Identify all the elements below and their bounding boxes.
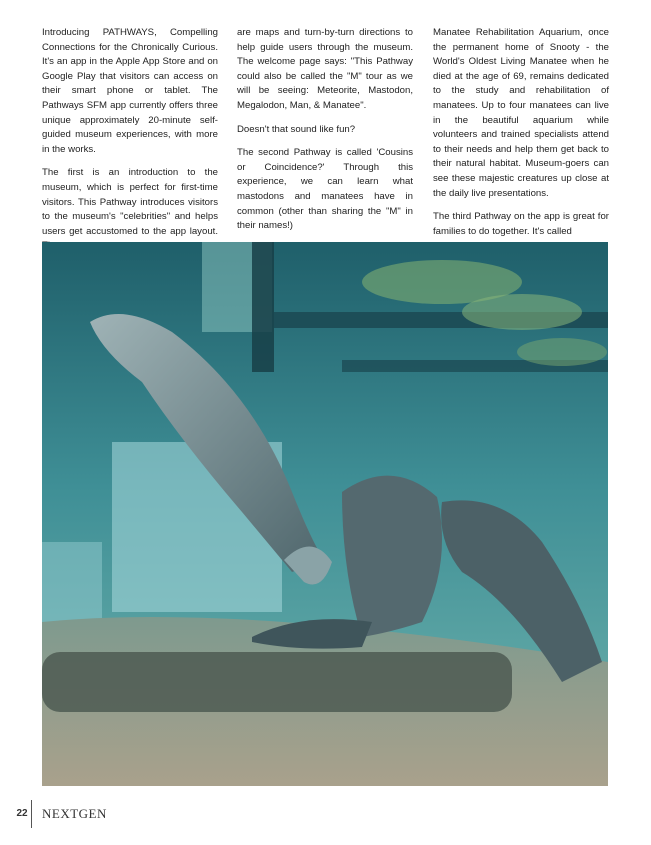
paragraph: Introducing PATHWAYS, Compelling Connections for the Chronically Curious. It's an app in the Apple App Store and on Google Play that visitors can access on their smart phone or tablet. The Pathways SFM app currently offers three unique approximately 20-minute self-guided museum experiences, with more in the works.	[42, 27, 218, 155]
paragraph: The second Pathway is called 'Cousins or Coincidence?' Through this experience, we can learn what mastodons and manatees have in common (other than sharing the "M" in their names!)	[237, 147, 413, 232]
footer-divider	[31, 800, 32, 828]
paragraph: The third Pathway on the app is great for families to do together. It's called	[433, 211, 609, 237]
article-column-2	[237, 26, 413, 266]
article-column-1	[42, 26, 218, 263]
page-number: 22	[16, 808, 28, 819]
manatee-aquarium-photo	[42, 242, 608, 786]
paragraph: are maps and turn-by-turn directions to help guide users through the museum. The welcome page says: "This Pathway could also be called the "M" tour as we will be seeing: Meteorite, Mastodon, Megalodon, Man, & Manatee".	[237, 27, 413, 111]
article-column-3	[433, 26, 609, 248]
paragraph: Doesn't that sound like fun?	[237, 123, 356, 135]
publication-name: NEXTGEN	[42, 806, 107, 821]
paragraph: The first is an introduction to the museum, which is perfect for first-time visitors. This Pathway introduces visitors to the museum's "celebrities" and helps users get accustomed to the app layout.	[42, 167, 218, 237]
paragraph: Manatee Rehabilitation Aquarium, once the permanent home of Snooty - the World's Oldest Living Manatee when he died at the age of 69, remains dedicated to the study and rehabilitation of manatees. Up to four manatees can live in the beautiful aquarium while volunteers and trained specialists attend to their needs and help them get back to their natural habitat. Museum-goers can see these majestic creatures up close at the daily live presentations.	[433, 27, 609, 199]
